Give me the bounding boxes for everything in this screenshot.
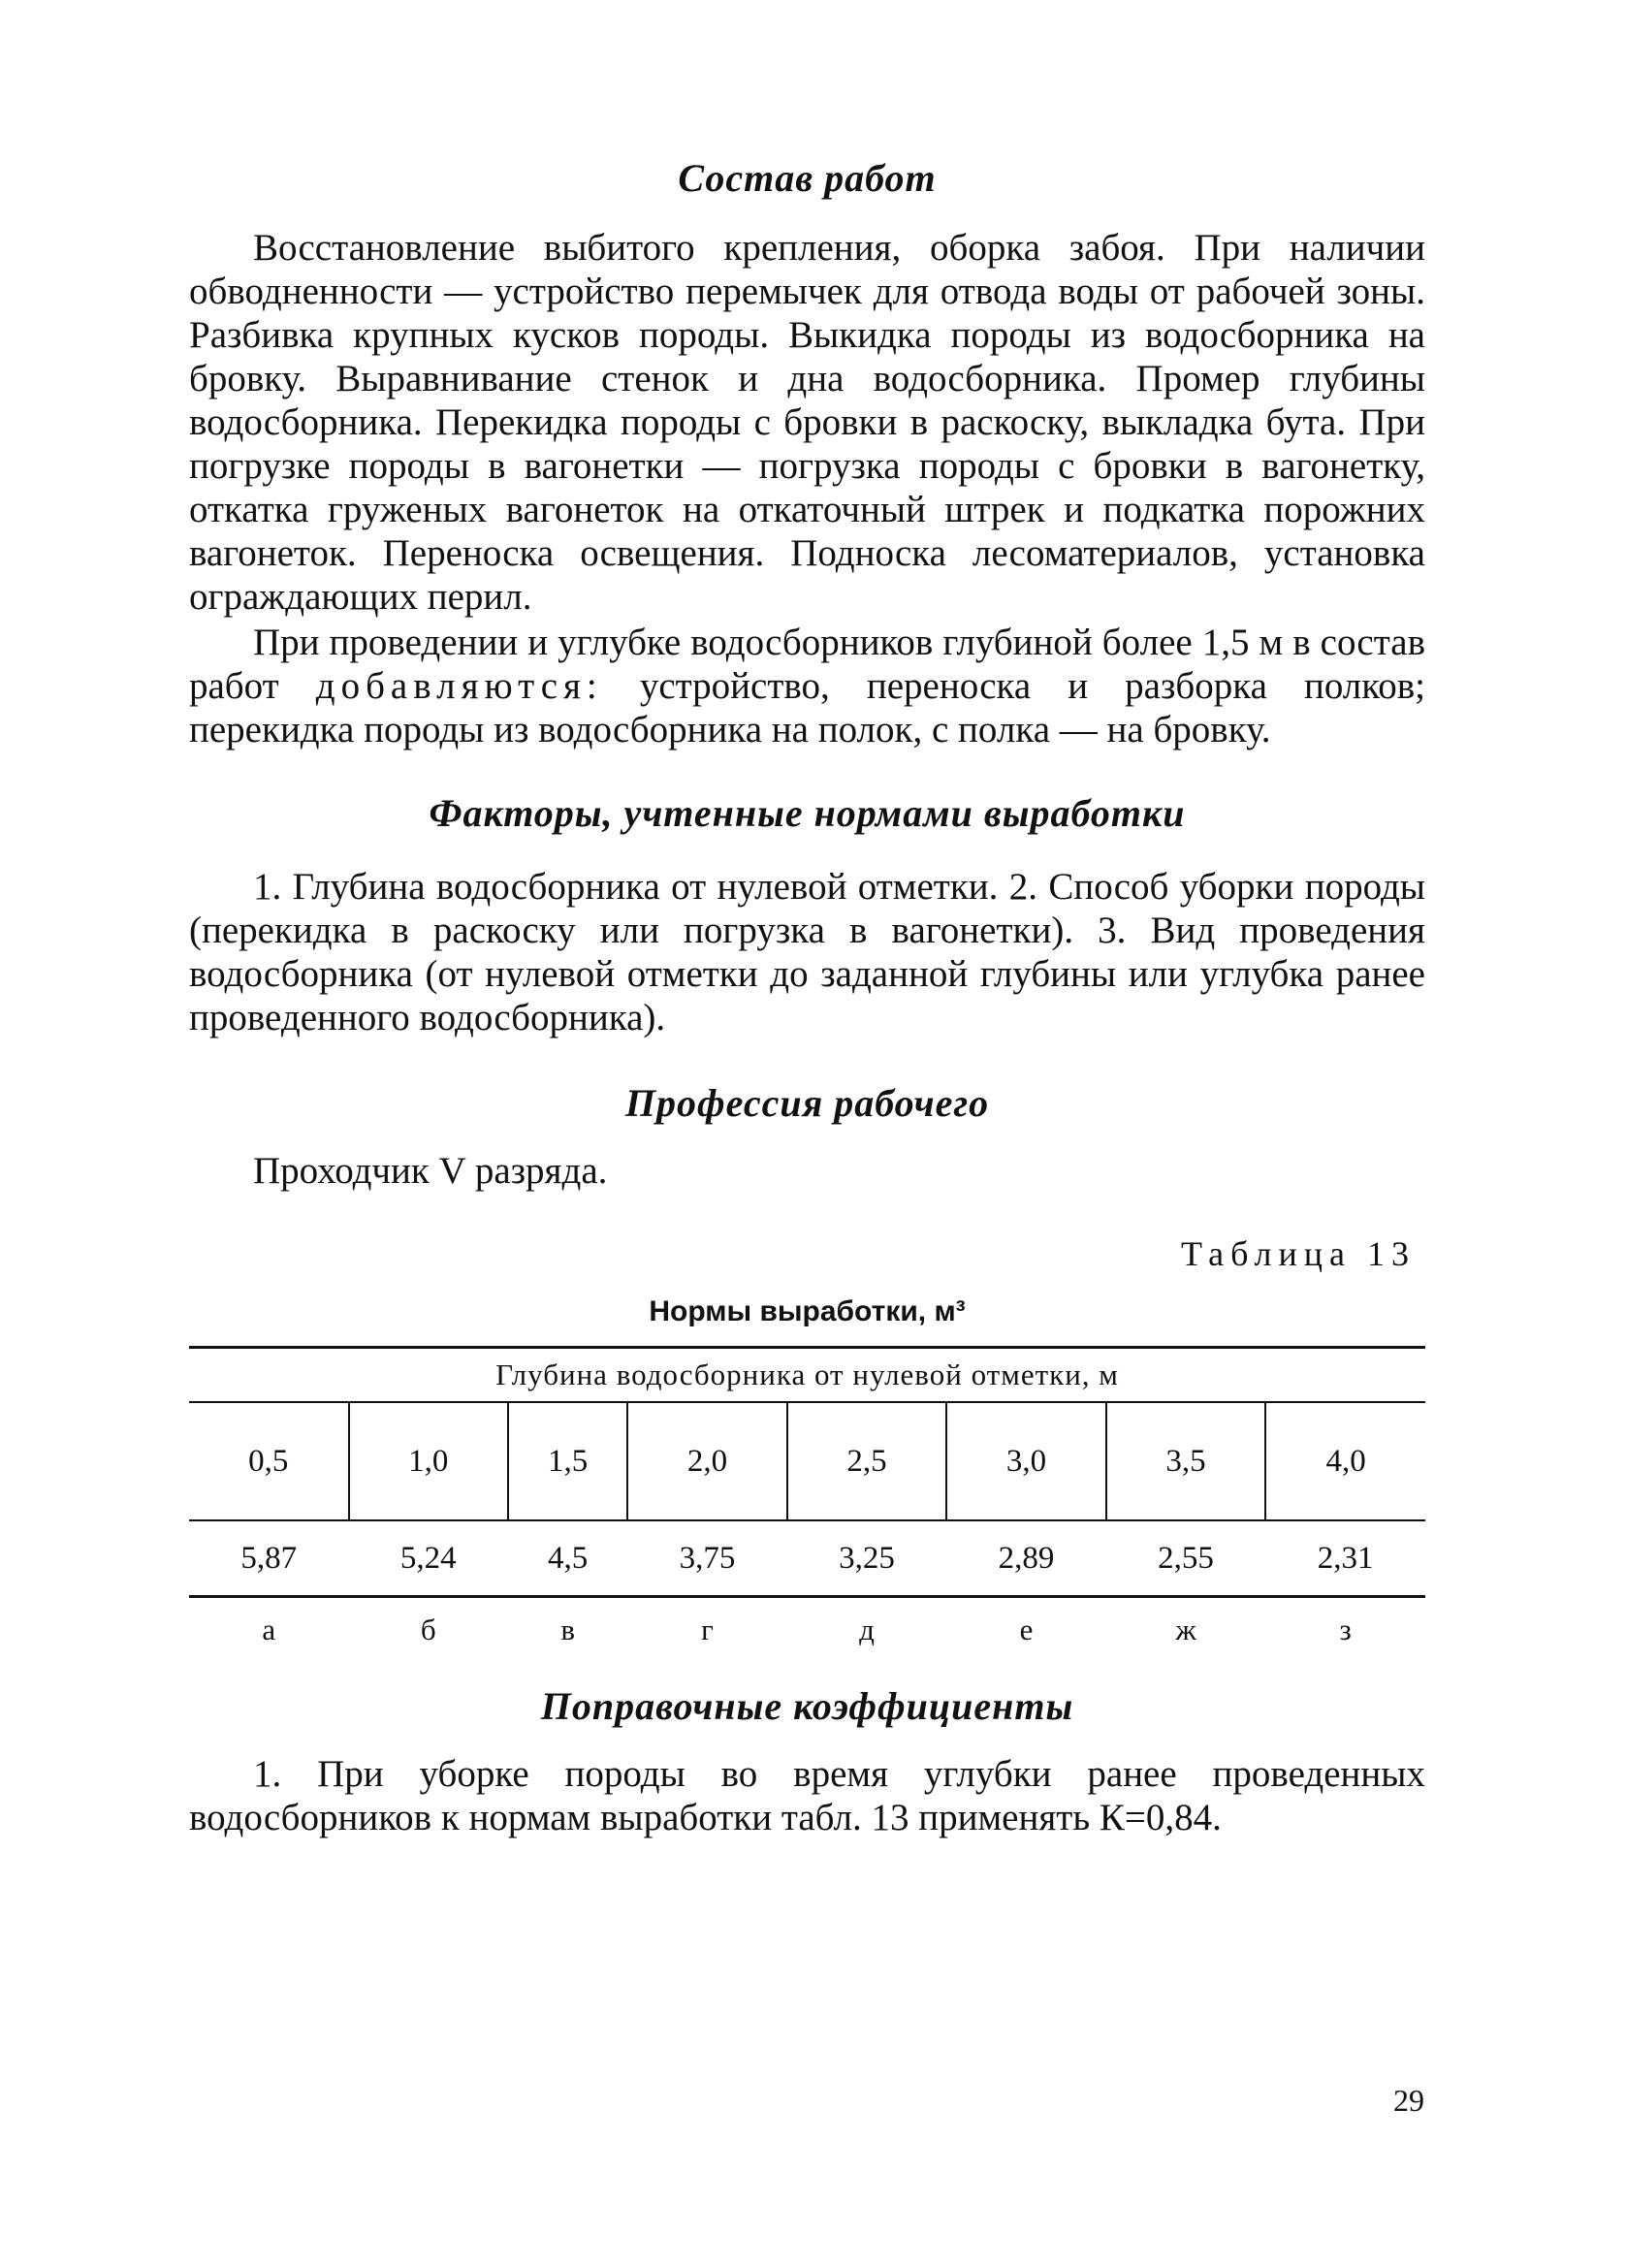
table-header-row — [189, 1348, 1425, 1403]
depth-cell: 2,0 — [627, 1402, 787, 1520]
depth-cell: 1,5 — [508, 1402, 627, 1520]
value-cell: 2,31 — [1265, 1520, 1425, 1597]
letter-cell: а — [262, 1613, 276, 1646]
composition-paragraph-2-start: При проведении и углубке водосборников глубиной более 1,5 м в состав работ — [189, 622, 1425, 707]
depth-cell: 4,0 — [1265, 1402, 1425, 1520]
value-cell: 3,25 — [787, 1520, 947, 1597]
depth-cell: 3,5 — [1106, 1402, 1266, 1520]
value-cell: 5,24 — [349, 1520, 509, 1597]
depth-cell: 2,5 — [787, 1402, 947, 1520]
letter-cell: з — [1339, 1613, 1352, 1646]
value-cell: 2,55 — [1106, 1520, 1266, 1597]
table-title: Нормы выработки, м³ — [649, 1295, 966, 1327]
section-heading-profession: Профессия рабочего — [624, 1081, 990, 1125]
factors-paragraph: 1. Глубина водосборника от нулевой отметки. 2. Способ уборки породы (перекидка в раскоску или погрузка в вагонетки). 3. Вид проведения водосборника (от нулевой отметки до заданной глубины или углубка ранее проведенного водосборника). — [189, 866, 1425, 1038]
letter-cell: г — [701, 1613, 714, 1646]
letter-cell: е — [1019, 1613, 1034, 1646]
profession-paragraph: Проходчик V разряда. — [253, 1150, 608, 1192]
composition-paragraph-2-emphasis: добавляются: — [315, 665, 603, 707]
depth-cell: 1,0 — [349, 1402, 509, 1520]
letter-cell: ж — [1175, 1613, 1196, 1646]
table-depths-row — [189, 1402, 1425, 1520]
value-cell: 5,87 — [189, 1520, 349, 1597]
letter-cell: д — [859, 1613, 875, 1646]
document-page — [189, 155, 1425, 1839]
composition-paragraph-2-end: устройство, переноска и разборка полков; перекидка породы из водосборника на полок, с полка — на бровку. — [189, 665, 1425, 751]
letter-cell: б — [420, 1613, 436, 1646]
corrections-paragraph: 1. При уборке породы во время углубки ранее проведенных водосборников к нормам выработки табл. 13 применять К=0,84. — [189, 1753, 1425, 1838]
table-letters-row — [189, 1597, 1425, 1663]
section-heading-corrections: Поправочные коэффициенты — [540, 1684, 1074, 1728]
letter-cell: в — [560, 1613, 575, 1646]
composition-paragraph-2 — [189, 621, 1425, 751]
value-cell: 4,5 — [508, 1520, 627, 1597]
section-heading-factors: Факторы, учтенные нормами выработки — [429, 791, 1186, 835]
depth-cell: 0,5 — [189, 1402, 349, 1520]
page-number: 29 — [1393, 2083, 1424, 2118]
norms-table — [189, 1346, 1425, 1662]
table-caption: Таблица 13 — [1181, 1234, 1416, 1273]
value-cell: 3,75 — [627, 1520, 787, 1597]
depth-cell: 3,0 — [946, 1402, 1106, 1520]
table-values-row — [189, 1520, 1425, 1597]
table-header-cell: Глубина водосборника от нулевой отметки, м — [189, 1348, 1425, 1403]
composition-paragraph-1: Восстановление выбитого крепления, оборка забоя. При наличии обводненности — устройство перемычек для отвода воды от рабочей зоны. Разбивка крупных кусков породы. Выкидка породы из водосборника на бровку. Выравнивание стенок и дна водосборника. Промер глубины водосборника. Перекидка породы с бровки в раскоску, выкладка бута. При погрузке породы в вагонетки — погрузка породы с бровки в вагонетку, откатка груженых вагонеток на откаточный штрек и подкатка порожних вагонеток. Переноска освещения. Подноска лесоматериалов, установка ограждающих перил. — [189, 227, 1425, 618]
section-heading-composition: Состав работ — [678, 156, 937, 200]
value-cell: 2,89 — [946, 1520, 1106, 1597]
